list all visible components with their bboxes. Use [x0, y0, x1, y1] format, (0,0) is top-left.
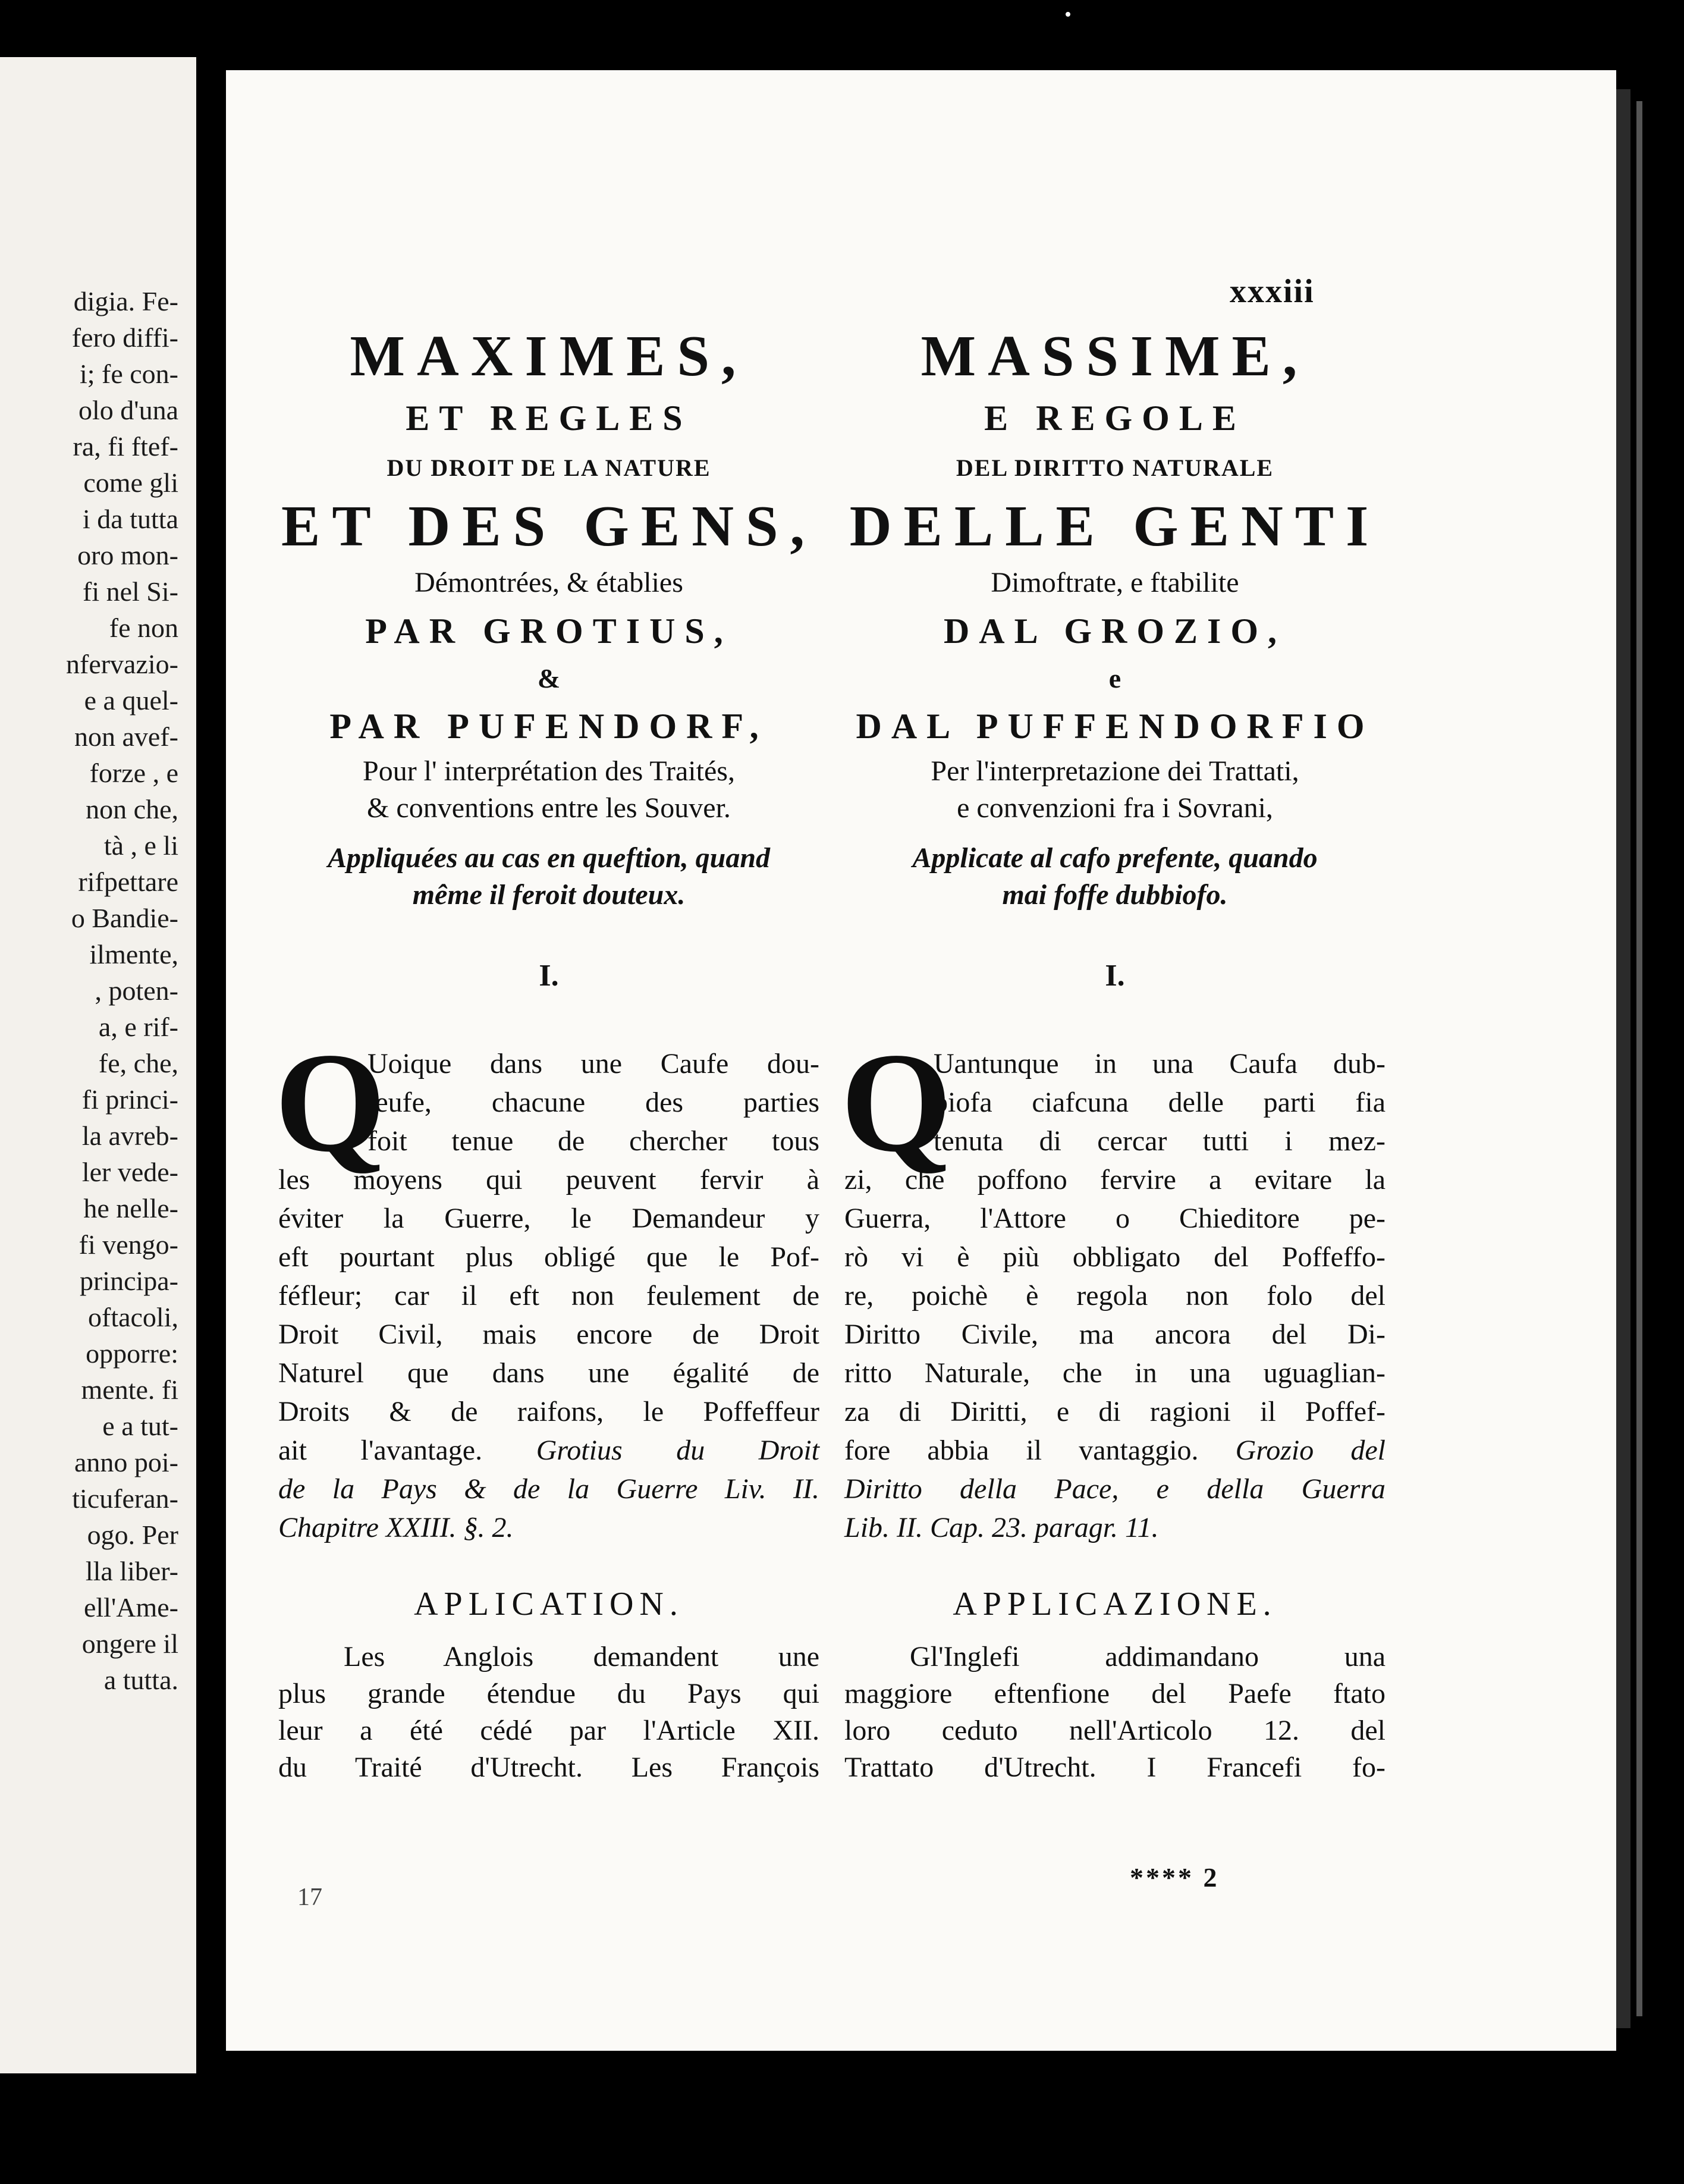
fr-citation-2: de la Pays & de la Guerre Liv. II. — [278, 1473, 819, 1505]
fr-body-line-with-citation — [278, 1431, 819, 1470]
previous-page-line: fi princi- — [81, 1084, 178, 1115]
it-citation-line — [844, 1470, 1385, 1508]
it-body-line: zi, che poffono fervire a evitare la — [844, 1164, 1385, 1195]
previous-page-line: oftacoli, — [88, 1302, 178, 1332]
previous-page-line: mente. fi — [81, 1375, 178, 1405]
italian-column — [841, 321, 1386, 1786]
previous-page-line: a, e rif- — [98, 1012, 178, 1042]
previous-page-line: anno poi- — [74, 1447, 178, 1477]
fr-body-line: les moyens qui peuvent fervir à — [278, 1164, 819, 1195]
previous-page-line: , poten- — [95, 975, 178, 1006]
page-number: xxxiii — [1230, 273, 1315, 310]
fr-dropcap: Q — [275, 1023, 386, 1181]
it-body-line: biofa ciafcuna delle parti fia — [934, 1087, 1385, 1118]
fr-body-line: eft pourtant plus obligé que le Pof- — [278, 1241, 819, 1273]
fr-body-line: Droit Civil, mais encore de Droit — [278, 1319, 819, 1350]
fr-title-droit: DU DROIT DE LA NATURE — [387, 454, 711, 481]
fr-citation-line — [278, 1508, 819, 1547]
it-app-line: Trattato d'Utrecht. I Francefi fo- — [844, 1752, 1385, 1783]
page-edge-shadow-2 — [1636, 101, 1642, 2016]
fr-application-line-1: Appliquées au cas en queftion, quand — [327, 842, 771, 874]
previous-page-line: principa- — [79, 1266, 178, 1296]
fr-title-maximes: MAXIMES, — [350, 324, 748, 388]
fr-body-line: foit tenue de chercher tous — [367, 1125, 819, 1157]
previous-page-line: lla liber- — [85, 1556, 178, 1586]
fr-section-number: I. — [539, 959, 559, 993]
fr-body-line: ait l'avantage. — [278, 1435, 483, 1466]
fr-app-line: Les Anglois demandent une — [344, 1641, 819, 1672]
it-body-line: Diritto Civile, ma ancora del Di- — [844, 1319, 1385, 1350]
fr-title-grotius: PAR GROTIUS, — [365, 611, 733, 651]
it-app-line: loro ceduto nell'Articolo 12. del — [844, 1715, 1385, 1746]
previous-page-line: a tutta. — [103, 1665, 178, 1695]
previous-page-line: come gli — [83, 467, 178, 498]
it-title-regole: E REGOLE — [984, 398, 1246, 438]
it-application-note — [844, 840, 1385, 914]
it-body-line-with-citation — [844, 1431, 1385, 1470]
it-body-paragraph — [841, 1023, 1386, 1547]
previous-page-line: tà , e li — [103, 830, 178, 861]
fr-body-line: teufe, chacune des parties — [367, 1087, 819, 1118]
previous-page-line: o Bandie- — [71, 903, 178, 933]
signature-mark: **** 2 — [1130, 1862, 1220, 1893]
previous-page-line: forze , e — [89, 758, 178, 788]
fr-application-paragraph — [278, 1639, 819, 1786]
previous-page-line: he nelle- — [83, 1193, 178, 1223]
fr-application-heading: APLICATION. — [414, 1586, 684, 1623]
french-column — [275, 321, 820, 1786]
fr-purpose — [278, 753, 819, 827]
previous-page-line: la avreb- — [81, 1121, 178, 1151]
previous-page-line: ongere il — [81, 1628, 178, 1659]
it-app-line: Gl'Inglefi addimandano una — [910, 1641, 1385, 1672]
it-title-puffendorfio: DAL PUFFENDORFIO — [856, 707, 1374, 746]
it-body-line: fore abbia il vantaggio. — [844, 1435, 1199, 1466]
fr-purpose-line-2: & conventions entre les Souver. — [367, 792, 731, 824]
fr-citation-3: Chapitre XXIII. §. 2. — [278, 1512, 514, 1543]
previous-page-line: fe, che, — [98, 1048, 178, 1078]
previous-page-line: digia. Fe- — [73, 286, 178, 316]
it-purpose-line-1: Per l'interpretazione dei Trattati, — [931, 755, 1299, 787]
previous-page-line: fe non — [109, 613, 178, 643]
it-body-line: tenuta di cercar tutti i mez- — [934, 1125, 1385, 1157]
previous-page-line: ticuferan- — [72, 1483, 178, 1514]
fr-title-gens: ET DES GENS, — [281, 494, 816, 558]
fr-ampersand: & — [537, 663, 561, 694]
previous-page-line: non avef- — [74, 721, 178, 752]
it-title-grozio: DAL GROZIO, — [943, 611, 1287, 651]
it-app-line: maggiore eftenfione del Paefe ftato — [844, 1678, 1385, 1709]
page-edge-shadow — [1616, 89, 1630, 2028]
previous-page-line: oro mon- — [77, 540, 178, 570]
previous-page-line: rifpettare — [78, 867, 178, 897]
fr-app-line: du Traité d'Utrecht. Les François — [278, 1752, 819, 1783]
previous-page-line: ilmente, — [89, 939, 178, 969]
it-body-line: Uantunque in una Caufa dub- — [934, 1048, 1385, 1080]
previous-page-line: ler vede- — [81, 1157, 178, 1187]
it-title-dimostrate: Dimoftrate, e ftabilite — [991, 567, 1239, 598]
it-application-paragraph — [844, 1639, 1385, 1786]
fr-title-pufendorf: PAR PUFENDORF, — [329, 707, 768, 746]
it-body-line: re, poichè è regola non folo del — [844, 1280, 1385, 1311]
fr-body-line: Naturel que dans une égalité de — [278, 1357, 819, 1389]
it-dropcap: Q — [841, 1023, 952, 1181]
previous-page-line: fi vengo- — [78, 1229, 178, 1260]
fr-purpose-line-1: Pour l' interprétation des Traités, — [363, 755, 735, 787]
it-purpose — [844, 753, 1385, 827]
it-citation-1: Grozio del — [1235, 1435, 1386, 1466]
it-application-line-2: mai foffe dubbiofo. — [1002, 879, 1228, 911]
previous-page-line: ogo. Per — [87, 1520, 178, 1550]
it-conjunction: e — [1108, 663, 1121, 694]
previous-page-line: nfervazio- — [66, 649, 178, 679]
fr-body-line: éviter la Guerre, le Demandeur y — [278, 1203, 819, 1234]
it-application-heading: APPLICAZIONE. — [953, 1586, 1277, 1623]
it-section-number: I. — [1105, 959, 1125, 993]
it-body-line: za di Diritti, e di ragioni il Poffef- — [844, 1396, 1385, 1427]
previous-page-line: ra, fi ftef- — [73, 431, 178, 462]
previous-page-line: fero diffi- — [71, 322, 178, 353]
previous-page-line: i da tutta — [83, 504, 178, 534]
fr-app-line: leur a été cédé par l'Article XII. — [278, 1715, 819, 1746]
it-citation-line — [844, 1508, 1385, 1547]
previous-page-text — [0, 283, 178, 1698]
it-purpose-line-2: e convenzioni fra i Sovrani, — [957, 792, 1273, 824]
fr-application-line-2: même il feroit douteux. — [412, 879, 686, 911]
previous-page-line: olo d'una — [78, 395, 178, 425]
previous-page-line: e a quel- — [84, 685, 178, 716]
it-body-line: ritto Naturale, che in una uguaglian- — [844, 1357, 1385, 1389]
it-title-massime: MASSIME, — [920, 324, 1309, 388]
fr-body-line: Uoique dans une Caufe dou- — [367, 1048, 819, 1080]
fr-application-note — [278, 840, 819, 914]
previous-page-line: i; fe con- — [79, 359, 178, 389]
it-body-line: rò vi è più obbligato del Poffeffo- — [844, 1241, 1385, 1273]
previous-page-line: opporre: — [86, 1338, 178, 1369]
previous-page-line: ell'Ame- — [83, 1592, 178, 1623]
it-citation-3: Lib. II. Cap. 23. paragr. 11. — [844, 1512, 1159, 1543]
fr-body-line: féfleur; car il eft non feulement de — [278, 1280, 819, 1311]
fr-citation-line — [278, 1470, 819, 1508]
fr-body-paragraph — [275, 1023, 820, 1547]
previous-page-line: non che, — [86, 794, 178, 824]
handwritten-margin-note: 17 — [297, 1884, 322, 1911]
fr-title-demontrees: Démontrées, & établies — [414, 567, 683, 598]
fr-body-line: Droits & de raifons, le Poffeffeur — [278, 1396, 819, 1427]
fr-title-regles: ET REGLES — [406, 398, 692, 438]
scan-speck — [1066, 12, 1070, 17]
it-title-genti: DELLE GENTI — [849, 494, 1381, 558]
it-citation-2: Diritto della Pace, e della Guerra — [844, 1473, 1385, 1505]
previous-page-line: e a tut- — [102, 1411, 178, 1441]
previous-page-line: fi nel Si- — [83, 576, 178, 607]
it-body-line: Guerra, l'Attore o Chieditore pe- — [844, 1203, 1385, 1234]
previous-page-fragment — [0, 57, 196, 2073]
it-title-diritto: DEL DIRITTO NATURALE — [956, 454, 1274, 481]
fr-citation-1: Grotius du Droit — [536, 1435, 820, 1466]
fr-app-line: plus grande étendue du Pays qui — [278, 1678, 819, 1709]
it-application-line-1: Applicate al cafo prefente, quando — [912, 842, 1318, 874]
